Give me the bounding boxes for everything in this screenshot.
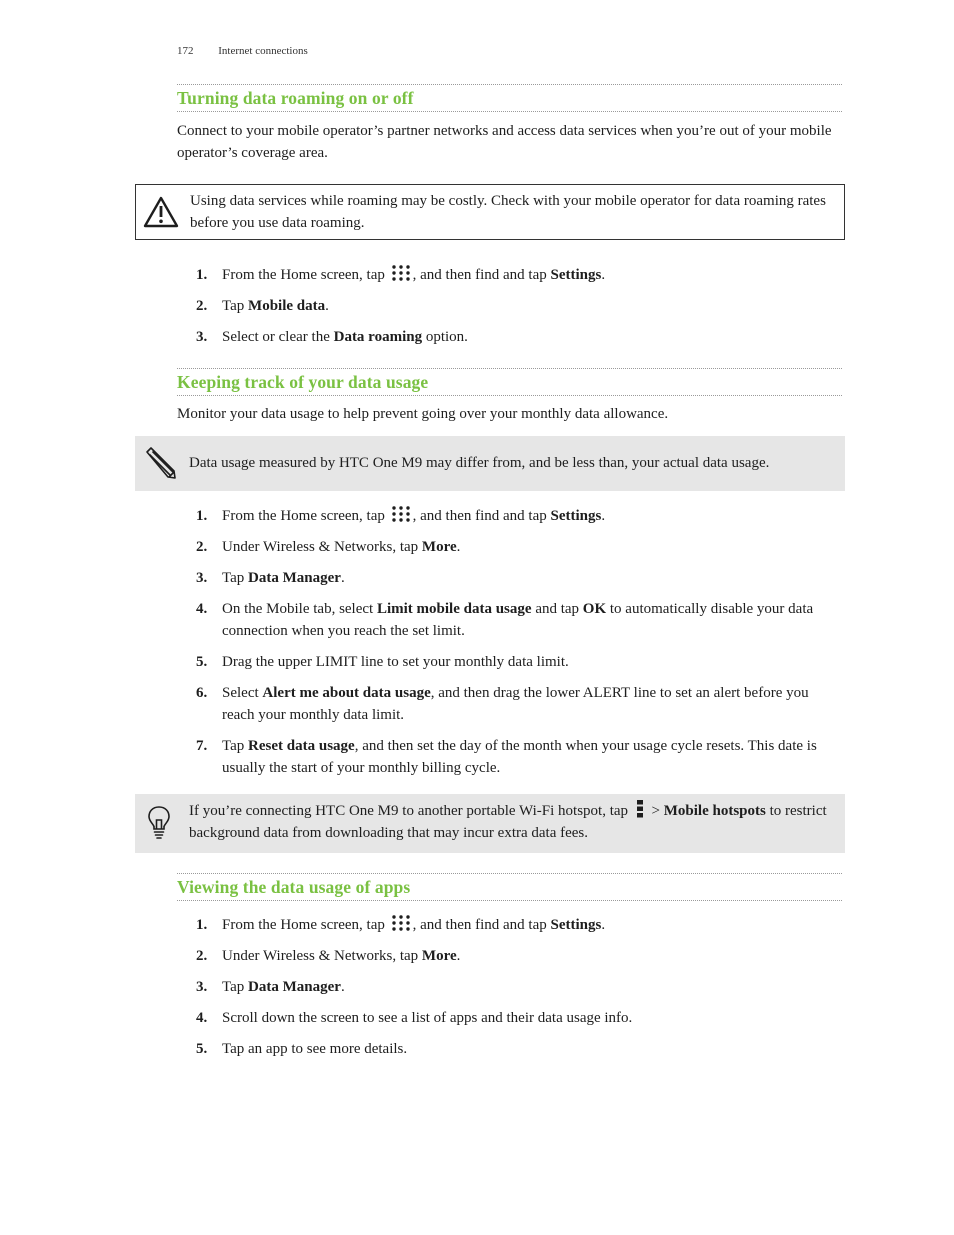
divider: [177, 900, 842, 901]
step-number: 4.: [196, 601, 208, 617]
warning-text: Using data services while roaming may be costly. Check with your mobile operator for data roaming rates before you use data roaming.: [190, 193, 826, 231]
step-text: From the Home screen, tap , and then find and tap Settings.: [222, 505, 836, 527]
step-number: 2.: [196, 948, 208, 964]
step-text: On the Mobile tab, select Limit mobile data usage and tap OK to automatically disable your data connection when you reach the set limit.: [222, 601, 814, 639]
divider: [177, 84, 842, 85]
section-title-data-usage: Keeping track of your data usage: [177, 372, 429, 392]
apps-grid-icon: [391, 505, 411, 523]
page-number: 172: [177, 45, 194, 57]
step-text: From the Home screen, tap , and then find and tap Settings.: [222, 914, 836, 936]
list-item: [196, 651, 836, 673]
page-header: [177, 45, 308, 57]
step-number: 2.: [196, 539, 208, 555]
list-item: [196, 976, 836, 998]
list-item: [196, 598, 836, 642]
list-item: [196, 295, 836, 317]
divider: [177, 111, 842, 112]
step-number: 4.: [196, 1010, 208, 1026]
note-text: Data usage measured by HTC One M9 may differ from, and be less than, your actual data usage.: [189, 455, 770, 471]
warning-icon: [143, 196, 179, 228]
step-text: Select Alert me about data usage, and then drag the lower ALERT line to set an alert before you reach your monthly data limit.: [222, 685, 809, 723]
step-number: 3.: [196, 329, 208, 345]
menu-dots-icon: [636, 800, 644, 818]
section-title-apps-usage: Viewing the data usage of apps: [177, 877, 411, 897]
apps-grid-icon: [391, 264, 411, 282]
list-item: [196, 945, 836, 967]
step-text: Select or clear the Data roaming option.: [222, 329, 468, 345]
steps-list-apps-usage: [196, 914, 836, 1060]
step-text: Tap an app to see more details.: [222, 1041, 408, 1057]
step-text: Tap Reset data usage, and then set the day of the month when your usage cycle resets. This date is usually the start of your monthly billing cycle.: [222, 738, 817, 776]
step-text: Scroll down the screen to see a list of apps and their data usage info.: [222, 1010, 633, 1026]
pencil-icon: [143, 446, 177, 480]
steps-list-roaming: [196, 264, 836, 348]
step-text: From the Home screen, tap , and then find and tap Settings.: [222, 264, 836, 286]
list-item: [196, 1038, 836, 1060]
list-item: [196, 536, 836, 558]
step-text: Tap Data Manager.: [222, 979, 345, 995]
step-number: 6.: [196, 685, 208, 701]
step-number: 1.: [196, 508, 208, 524]
divider: [177, 873, 842, 874]
warning-box: [135, 184, 845, 240]
list-item: [196, 1007, 836, 1029]
step-text: Under Wireless & Networks, tap More.: [222, 539, 461, 555]
divider: [177, 368, 842, 369]
step-number: 5.: [196, 654, 208, 670]
section-intro: Monitor your data usage to help prevent going over your monthly data allowance.: [177, 406, 669, 422]
list-item: [196, 505, 836, 527]
list-item: [196, 914, 836, 936]
step-number: 2.: [196, 298, 208, 314]
step-number: 5.: [196, 1041, 208, 1057]
note-box: [135, 436, 845, 491]
apps-grid-icon: [391, 914, 411, 932]
tip-text: If you’re connecting HTC One M9 to another portable Wi-Fi hotspot, tap > Mobile hotspots to restrict background data from downloading that may incur extra data fees.: [189, 800, 829, 844]
steps-list-data-usage: [196, 505, 836, 779]
step-number: 1.: [196, 267, 208, 283]
divider: [177, 395, 842, 396]
step-number: 3.: [196, 979, 208, 995]
lightbulb-icon: [147, 805, 171, 839]
section-intro: Connect to your mobile operator’s partner networks and access data services when you’re out of your mobile operator’s coverage area.: [177, 123, 832, 161]
step-text: Under Wireless & Networks, tap More.: [222, 948, 461, 964]
list-item: [196, 735, 836, 779]
step-text: Tap Mobile data.: [222, 298, 329, 314]
list-item: [196, 264, 836, 286]
step-number: 3.: [196, 570, 208, 586]
step-text: Drag the upper LIMIT line to set your monthly data limit.: [222, 654, 569, 670]
step-number: 7.: [196, 738, 208, 754]
list-item: [196, 567, 836, 589]
step-text: Tap Data Manager.: [222, 570, 345, 586]
section-name: Internet connections: [218, 45, 308, 57]
step-number: 1.: [196, 917, 208, 933]
list-item: [196, 326, 836, 348]
tip-box: [135, 794, 845, 853]
section-title-roaming: Turning data roaming on or off: [177, 88, 414, 108]
list-item: [196, 682, 836, 726]
